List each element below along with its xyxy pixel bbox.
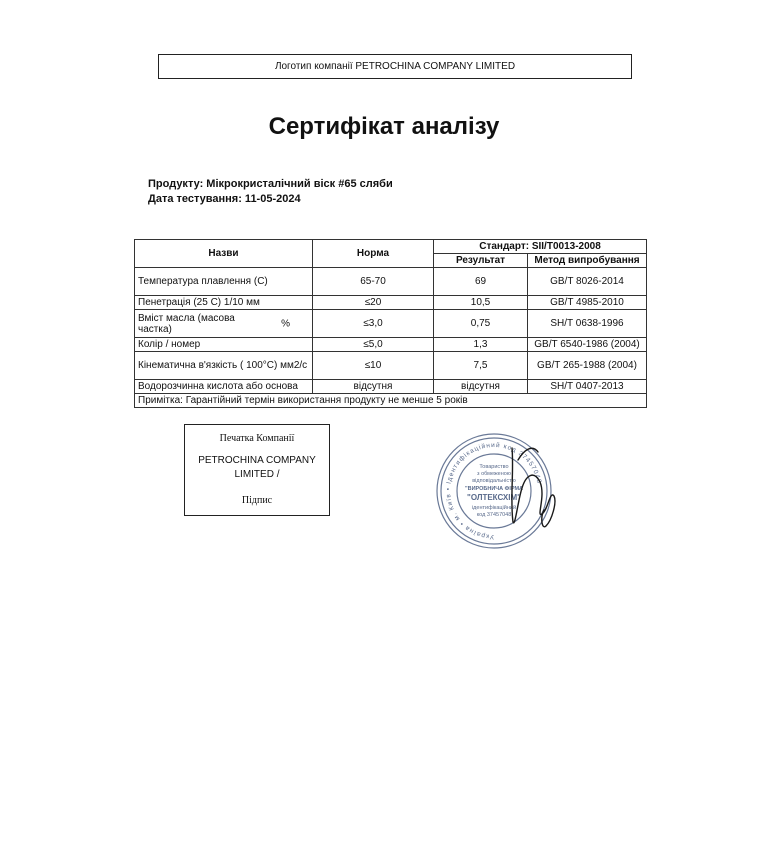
param-name: Кінематична в'язкість ( 100°C) мм2/с bbox=[135, 352, 313, 380]
param-method: GB/T 6540-1986 (2004) bbox=[528, 338, 647, 352]
header-method: Метод випробування bbox=[528, 254, 647, 268]
product-line: Продукту: Мікрокристалічний віск #65 сляби bbox=[148, 178, 393, 190]
seal-label: Печатка Компанії bbox=[219, 433, 295, 444]
param-norm: ≤3,0 bbox=[313, 310, 434, 338]
param-result: 7,5 bbox=[434, 352, 528, 380]
seal-company-line2: LIMITED / bbox=[234, 469, 280, 480]
param-name: Вміст масла (масова частка) bbox=[138, 312, 235, 335]
param-name: Температура плавлення (C) bbox=[135, 268, 313, 296]
param-method: GB/T 265-1988 (2004) bbox=[528, 352, 647, 380]
header-result: Результат bbox=[434, 254, 528, 268]
table-header-row bbox=[135, 240, 647, 254]
company-seal-box bbox=[184, 424, 330, 516]
logo-text: Логотип компанії PETROCHINA COMPANY LIMITED bbox=[274, 61, 516, 72]
product-info bbox=[148, 177, 393, 207]
param-method: SH/T 0407-2013 bbox=[528, 380, 647, 394]
param-result: 10,5 bbox=[434, 296, 528, 310]
header-names: Назви bbox=[135, 240, 313, 268]
param-norm: відсутня bbox=[313, 380, 434, 394]
param-norm: ≤10 bbox=[313, 352, 434, 380]
param-result: 1,3 bbox=[434, 338, 528, 352]
param-method: GB/T 8026-2014 bbox=[528, 268, 647, 296]
stamp-line4: "ВИРОБНИЧА ФІРМА bbox=[464, 486, 524, 492]
param-result: відсутня bbox=[434, 380, 528, 394]
stamp-line3: відповідальністю bbox=[472, 478, 516, 484]
table-row bbox=[135, 352, 647, 380]
table-row bbox=[135, 268, 647, 296]
seal-company-line1: PETROCHINA COMPANY bbox=[198, 455, 316, 466]
page-title: Сертифікат аналізу bbox=[268, 113, 500, 140]
param-name: Колір / номер bbox=[135, 338, 313, 352]
param-name-cell bbox=[135, 310, 313, 338]
table-note: Примітка: Гарантійний термін використання продукту не менше 5 років bbox=[135, 394, 647, 408]
company-stamp-image bbox=[414, 430, 574, 555]
stamp-line5: "ОЛТЕКСХІМ" bbox=[467, 493, 521, 502]
table-row bbox=[135, 310, 647, 338]
header-norm: Норма bbox=[313, 240, 434, 268]
param-method: GB/T 4985-2010 bbox=[528, 296, 647, 310]
table-note-row bbox=[135, 394, 647, 408]
test-date-line: Дата тестування: 11-05-2024 bbox=[148, 193, 301, 205]
analysis-table bbox=[134, 239, 647, 408]
table-row bbox=[135, 296, 647, 310]
param-result: 69 bbox=[434, 268, 528, 296]
param-method: SH/T 0638-1996 bbox=[528, 310, 647, 338]
stamp-line7: код 37457048 bbox=[476, 512, 512, 518]
param-norm: ≤5,0 bbox=[313, 338, 434, 352]
param-norm: 65-70 bbox=[313, 268, 434, 296]
param-norm: ≤20 bbox=[313, 296, 434, 310]
stamp-line1: Товариство bbox=[479, 464, 509, 470]
stamp-ring-text: Україна • м. Київ • Ідентифікаційний код 37457048 bbox=[445, 441, 543, 541]
param-name: Водорозчинна кислота або основа bbox=[135, 380, 313, 394]
param-unit: % bbox=[281, 318, 290, 329]
seal-company bbox=[185, 454, 329, 482]
header-standard: Стандарт: SII/T0013-2008 bbox=[434, 240, 647, 254]
param-name: Пенетрація (25 C) 1/10 мм bbox=[135, 296, 313, 310]
logo-placeholder bbox=[158, 54, 632, 79]
table-row bbox=[135, 338, 647, 352]
stamp-line2: з обмеженою bbox=[477, 471, 511, 477]
table-row bbox=[135, 380, 647, 394]
signature-label: Підпис bbox=[241, 495, 273, 506]
stamp-line6: ідентифікаційний bbox=[471, 505, 517, 511]
param-result: 0,75 bbox=[434, 310, 528, 338]
